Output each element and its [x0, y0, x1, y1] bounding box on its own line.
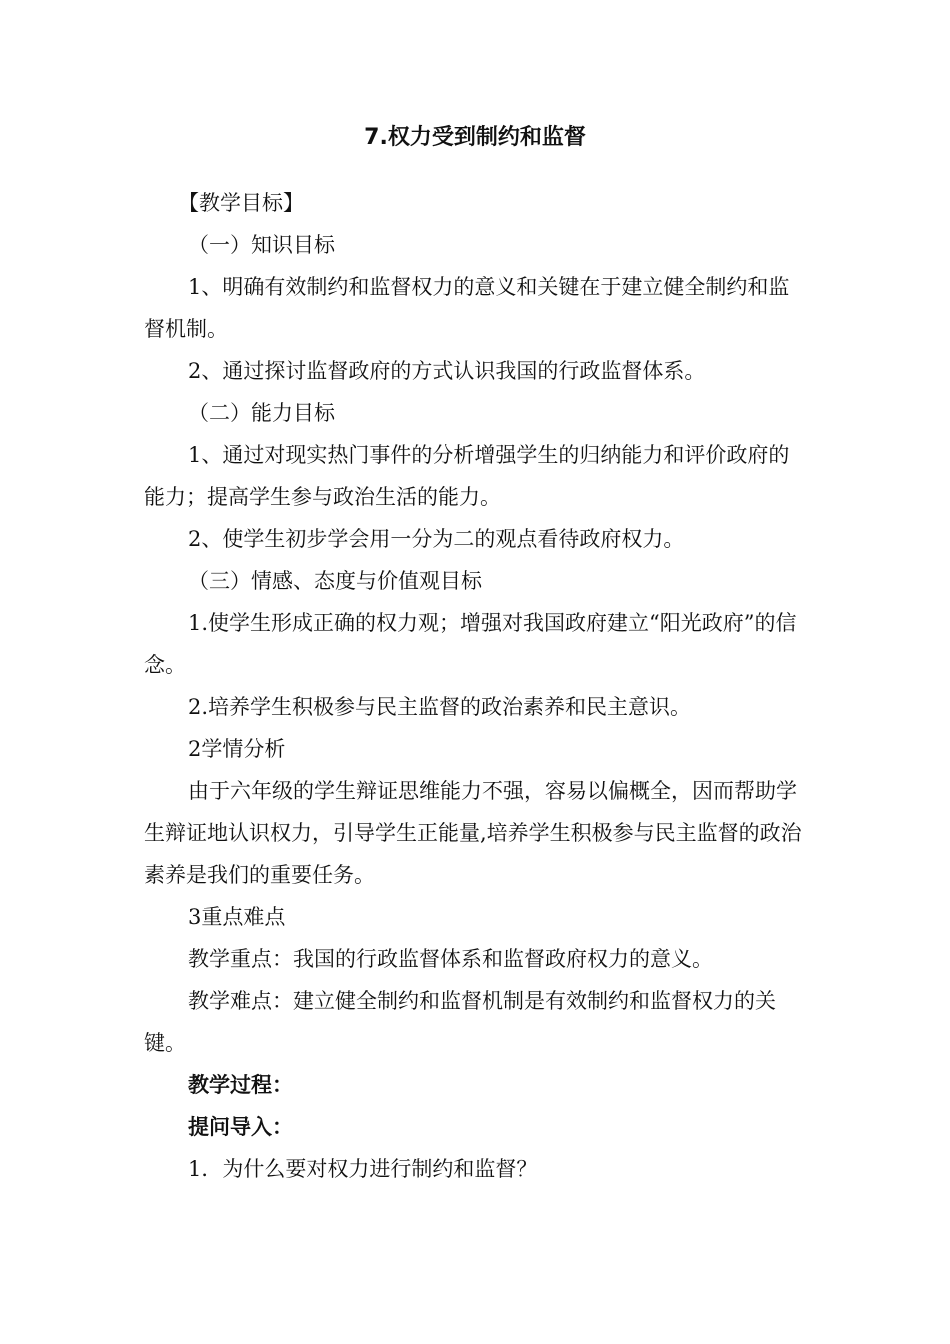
section-heading-student-analysis: 2学情分析	[188, 737, 286, 761]
section-heading-question-intro: 提问导入：	[188, 1115, 293, 1139]
section-heading-teaching-process: 教学过程：	[188, 1073, 293, 1097]
paragraph: 由于六年级的学生辩证思维能力不强，容易以偏概全，因而帮助学生辩证地认识权力，引导学生正能量,培养学生积极参与民主监督的政治素养是我们的重要任务。	[144, 779, 802, 887]
subsection-ability-goals: （二）能力目标	[188, 401, 335, 425]
subsection-knowledge-goals: （一）知识目标	[188, 233, 335, 257]
paragraph: 1.使学生形成正确的权力观；增强对我国政府建立“阳光政府”的信念。	[144, 611, 797, 677]
paragraph: 1、通过对现实热门事件的分析增强学生的归纳能力和评价政府的能力；提高学生参与政治生活的能力。	[144, 443, 790, 509]
paragraph: 1、明确有效制约和监督权力的意义和关键在于建立健全制约和监督机制。	[144, 275, 790, 341]
document-body	[144, 182, 804, 1190]
section-heading-teaching-goals: 【教学目标】	[178, 191, 304, 215]
paragraph: 2、使学生初步学会用一分为二的观点看待政府权力。	[188, 527, 685, 551]
paragraph: 2.培养学生积极参与民主监督的政治素养和民主意识。	[188, 695, 692, 719]
document-title: 7.权力受到制约和监督	[364, 125, 586, 150]
section-heading-key-points: 3重点难点	[188, 905, 286, 929]
paragraph: 1．为什么要对权力进行制约和监督？	[188, 1157, 538, 1181]
paragraph: 教学难点：建立健全制约和监督机制是有效制约和监督权力的关键。	[144, 989, 776, 1055]
subsection-emotion-goals: （三）情感、态度与价值观目标	[188, 569, 482, 593]
paragraph: 2、通过探讨监督政府的方式认识我国的行政监督体系。	[188, 359, 706, 383]
paragraph: 教学重点：我国的行政监督体系和监督政府权力的意义。	[188, 947, 713, 971]
